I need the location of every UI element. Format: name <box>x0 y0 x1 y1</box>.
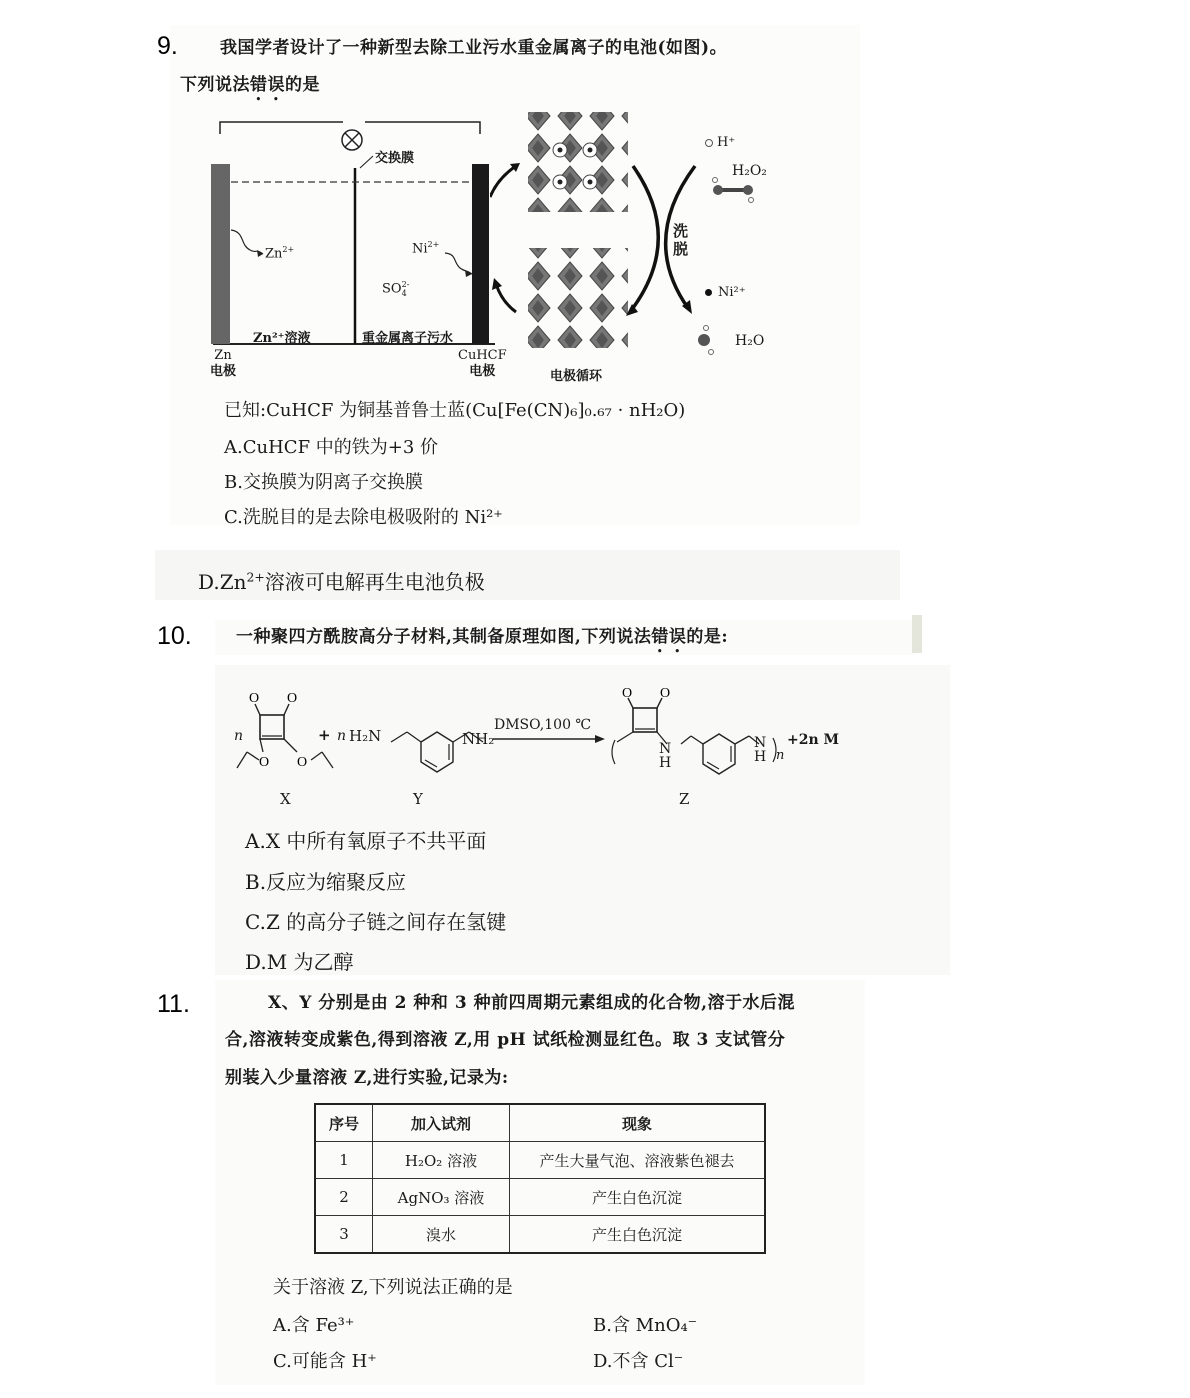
atom-h: H <box>754 749 767 765</box>
q11-option-c[interactable] <box>273 1347 377 1373</box>
electrode-cycle-label: 电极循环 <box>550 369 603 384</box>
experiment-table <box>314 1103 766 1254</box>
lattice-clean <box>528 248 628 348</box>
svg-text:O: O <box>660 686 671 701</box>
option-key: B. <box>224 472 243 493</box>
lamp-icon <box>340 128 364 152</box>
q11-option-d[interactable] <box>593 1347 683 1373</box>
ni-ion-label <box>412 240 439 256</box>
header-reagent: 加入试剂 <box>373 1104 510 1142</box>
q10-edge-slab <box>912 615 922 653</box>
exchange-membrane-label: 交换膜 <box>375 151 415 166</box>
ion-symbol: Ni <box>412 241 428 257</box>
label-z: Z <box>679 790 690 808</box>
option-text: 不含 Cl⁻ <box>612 1351 684 1372</box>
question-11-stem-line1: X、Y 分别是由 2 种和 3 种前四周期元素组成的化合物,溶于水后混 <box>268 993 795 1013</box>
svg-text:O: O <box>287 691 298 706</box>
q9-option-c[interactable] <box>224 503 503 529</box>
cell-phenomenon: 产生大量气泡、溶液紫色褪去 <box>510 1142 766 1179</box>
electrode-word: 电极 <box>469 364 496 379</box>
q9-option-d[interactable] <box>198 566 485 595</box>
z-nh-right <box>754 736 766 764</box>
elution-label <box>673 222 688 258</box>
ion-symbol: SO <box>382 281 402 297</box>
option-text: 洗脱目的是去除电极吸附的 Ni²⁺ <box>242 507 503 528</box>
option-key: C. <box>245 910 266 934</box>
reaction-scheme <box>225 680 845 810</box>
question-9-stem-line1: 我国学者设计了一种新型去除工业污水重金属离子的电池(如图)。 <box>220 38 728 58</box>
option-text: Z 的高分子链之间存在氢键 <box>265 910 507 934</box>
q11-option-b[interactable] <box>593 1311 697 1337</box>
option-key: A. <box>245 829 266 853</box>
left-solution-label: Zn²⁺溶液 <box>253 331 311 346</box>
svg-text:O: O <box>622 686 633 701</box>
svg-text:O: O <box>259 755 270 770</box>
legend-label: Ni²⁺ <box>718 285 746 300</box>
option-superscript: 2+ <box>246 569 265 585</box>
option-text: CuHCF 中的铁为+3 价 <box>242 437 439 458</box>
label-x: X <box>280 790 291 808</box>
option-text: M 为乙醇 <box>266 950 354 974</box>
svg-text:O: O <box>297 755 308 770</box>
elution-char: 脱 <box>673 240 689 258</box>
q10-option-b[interactable] <box>245 866 406 895</box>
q9-option-a[interactable] <box>224 433 438 459</box>
legend-label: H₂O <box>735 333 765 349</box>
reaction-conditions: DMSO,100 ℃ <box>494 717 592 733</box>
legend-h2o <box>735 333 764 349</box>
byproduct: +2n M <box>787 732 840 748</box>
atom-h: H <box>659 755 672 771</box>
plus-sign: + <box>318 726 331 744</box>
q11-option-a[interactable] <box>273 1311 354 1337</box>
emphasized-word: 错误 <box>250 75 285 95</box>
label-y: Y <box>413 790 423 808</box>
option-key: A. <box>273 1315 292 1336</box>
option-key: D. <box>198 570 220 594</box>
option-text: 含 MnO₄⁻ <box>611 1315 698 1336</box>
cell-index: 2 <box>315 1179 373 1216</box>
option-text: 可能含 H⁺ <box>291 1351 377 1372</box>
cell-phenomenon: 产生白色沉淀 <box>510 1179 766 1216</box>
stem-text: 的是 <box>285 75 320 95</box>
option-key: D. <box>245 950 267 974</box>
cell-index: 3 <box>315 1216 373 1254</box>
emphasized-word: 错误 <box>651 627 687 647</box>
option-key: D. <box>593 1351 613 1372</box>
option-key: A. <box>224 437 243 458</box>
elution-char: 洗 <box>673 222 689 240</box>
legend-label: H⁺ <box>717 135 736 150</box>
cell-reagent: AgNO₃ 溶液 <box>373 1179 510 1216</box>
table-row <box>315 1216 765 1254</box>
electrode-name: CuHCF <box>458 348 507 363</box>
cell-reagent: H₂O₂ 溶液 <box>373 1142 510 1179</box>
q9-known-info: 已知:CuHCF 为铜基普鲁士蓝(Cu[Fe(CN)₆]₀.₆₇ · nH₂O) <box>224 400 686 421</box>
stem-text: 下列说法 <box>180 75 250 95</box>
atom-n: N <box>754 735 767 751</box>
electrode-cycle-diagram <box>490 100 700 365</box>
header-index: 序号 <box>315 1104 373 1142</box>
electrode-word: 电极 <box>210 364 237 379</box>
cell-reagent: 溴水 <box>373 1216 510 1254</box>
q10-option-c[interactable] <box>245 906 506 935</box>
option-key: C. <box>224 507 243 528</box>
question-11-stem-line3: 别装入少量溶液 Z,进行实验,记录为: <box>225 1068 509 1088</box>
y-amine-left: H₂N <box>349 727 382 745</box>
coef-y: n <box>337 728 347 744</box>
legend-h-plus <box>705 135 735 150</box>
question-9-stem-line2 <box>180 70 320 105</box>
option-text: 反应为缩聚反应 <box>266 870 407 894</box>
question-10-number: 10. <box>157 622 192 650</box>
option-text: Zn <box>219 570 247 594</box>
filled-circle-icon <box>705 289 712 296</box>
ion-charge: 2+ <box>427 240 440 249</box>
q10-option-a[interactable] <box>245 825 486 854</box>
option-key: B. <box>593 1315 612 1336</box>
legend-nickel <box>705 285 746 300</box>
q10-option-d[interactable] <box>245 946 354 975</box>
stem-text: 的是: <box>686 627 729 647</box>
option-text: 溶液可电解再生电池负极 <box>264 570 485 594</box>
svg-text:O: O <box>249 691 260 706</box>
compound-z-structure <box>612 686 776 774</box>
table-header-row <box>315 1104 765 1142</box>
question-9-number: 9. <box>157 32 178 60</box>
ion-symbol: Zn <box>265 246 283 262</box>
zn-electrode-label <box>210 348 236 380</box>
option-text: 交换膜为阴离子交换膜 <box>242 472 423 493</box>
option-key: C. <box>273 1351 292 1372</box>
question-11-stem-line2: 合,溶液转变成紫色,得到溶液 Z,用 pH 试纸检测显红色。取 3 支试管分 <box>225 1030 786 1050</box>
question-11-number: 11. <box>157 990 190 1018</box>
legend-label: H₂O₂ <box>732 163 767 179</box>
atom-n: N <box>659 741 672 757</box>
cell-index: 1 <box>315 1142 373 1179</box>
z-nh-left <box>659 742 671 770</box>
table-row <box>315 1179 765 1216</box>
q9-option-b[interactable] <box>224 468 423 494</box>
question-10-stem <box>236 622 728 657</box>
electrode-name: Zn <box>214 348 232 363</box>
cell-phenomenon: 产生白色沉淀 <box>510 1216 766 1254</box>
ion-charge: 2- <box>401 280 410 289</box>
lattice-with-nickel <box>528 112 628 212</box>
stem-text: 一种聚四方酰胺高分子材料,其制备原理如图,下列说法 <box>236 627 652 647</box>
coef-x: n <box>234 728 244 744</box>
h2o-molecule-icon <box>694 322 720 358</box>
open-circle-icon <box>705 139 713 147</box>
zn-ion-label <box>265 245 294 261</box>
question-11-prompt: 关于溶液 Z,下列说法正确的是 <box>273 1277 513 1298</box>
sulfate-ion-label <box>382 280 409 298</box>
option-key: B. <box>245 870 267 894</box>
option-text: 含 Fe³⁺ <box>291 1315 355 1336</box>
y-amine-right: NH₂ <box>462 730 495 748</box>
option-text: X 中所有氧原子不共平面 <box>265 829 487 853</box>
h2o2-molecule-icon <box>708 175 763 205</box>
right-solution-label: 重金属离子污水 <box>362 331 454 346</box>
ion-charge: 2+ <box>282 245 295 254</box>
table-row <box>315 1142 765 1179</box>
ion-subscript: 4 <box>401 289 407 298</box>
polymer-subscript: n <box>776 748 785 763</box>
header-phenomenon: 现象 <box>510 1104 766 1142</box>
